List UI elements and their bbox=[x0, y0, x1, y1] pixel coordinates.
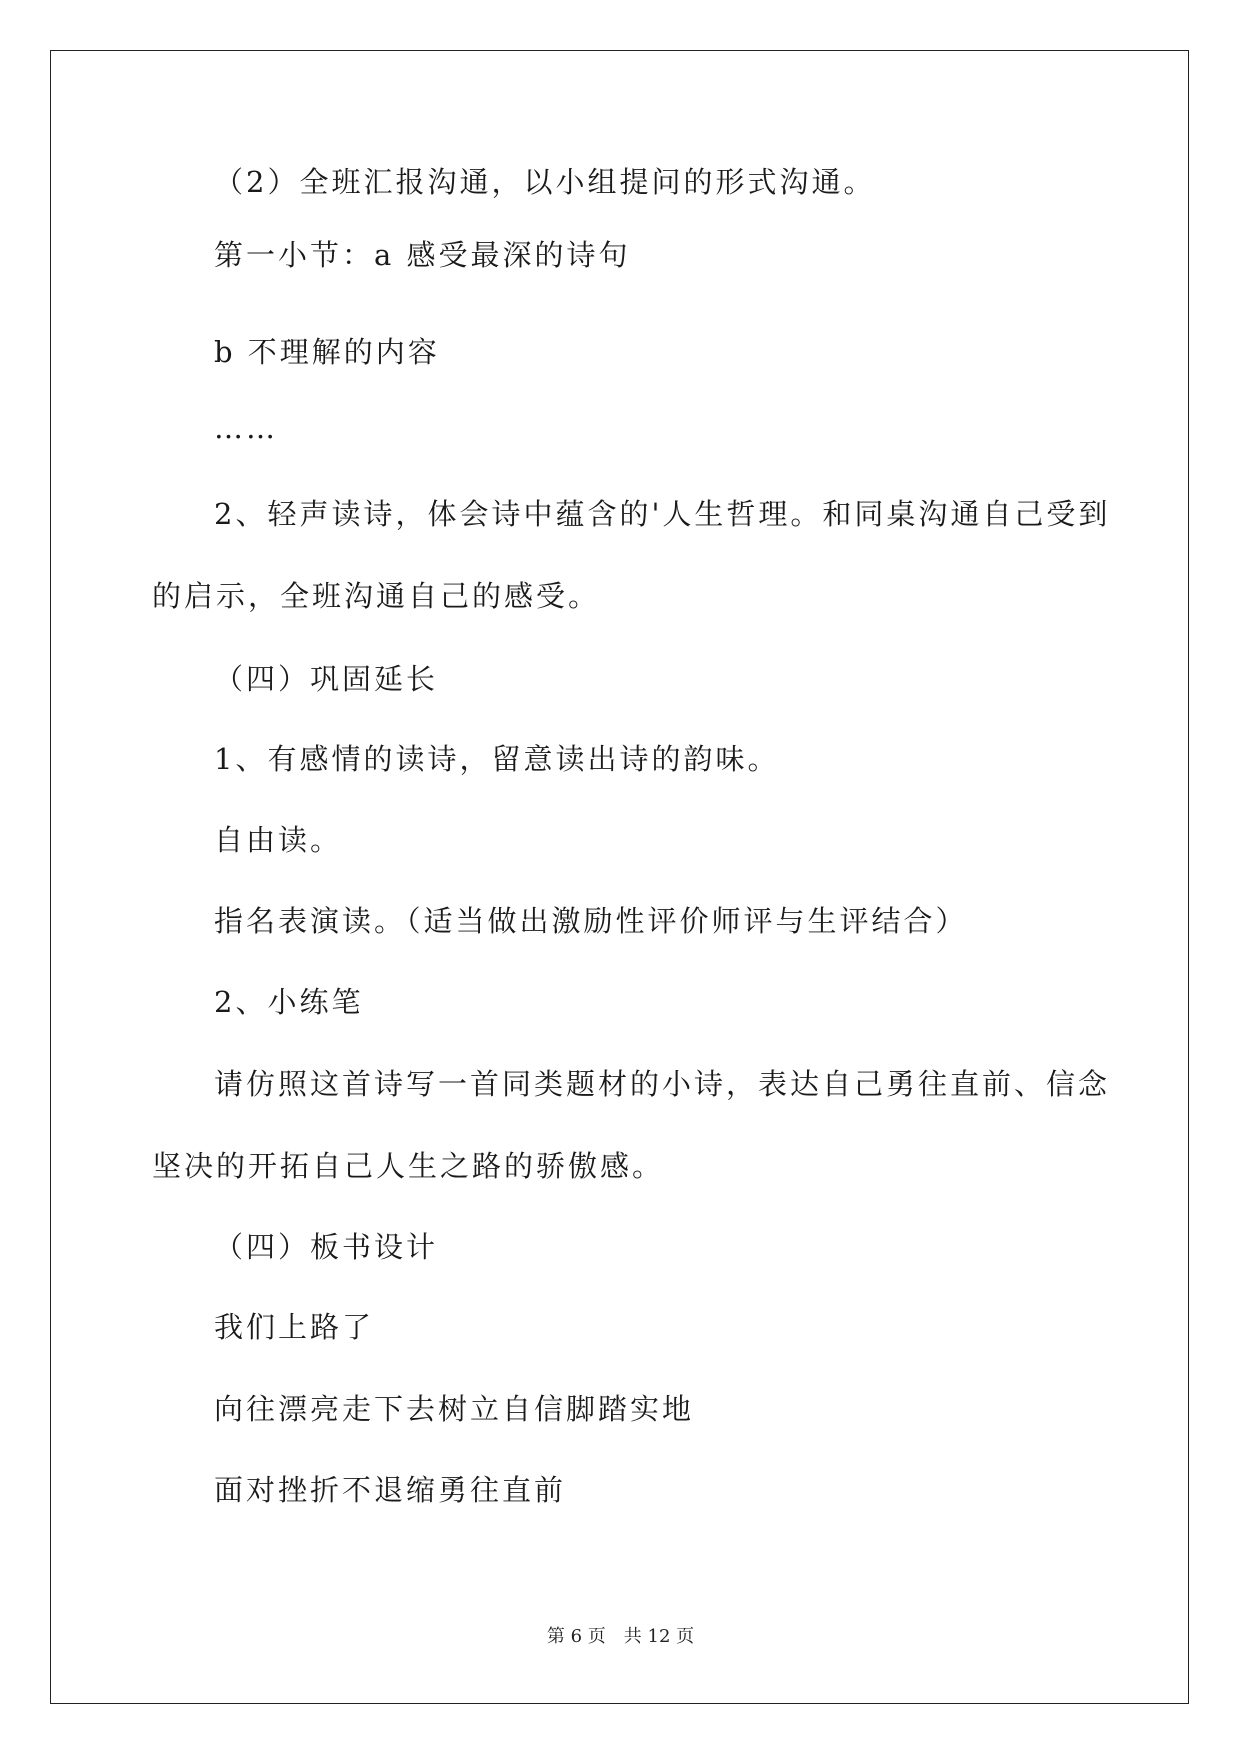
page-number-footer: 第 6 页 共 12 页 bbox=[546, 1626, 695, 1647]
text-line: 面对挫折不退缩勇往直前 bbox=[214, 1473, 567, 1507]
section-heading: （四）巩固延长 bbox=[214, 662, 439, 696]
text-line: 自由读。 bbox=[214, 823, 343, 857]
text-line: …… bbox=[214, 411, 278, 445]
text-line: 2、小练笔 bbox=[214, 985, 364, 1019]
text-line: 坚决的开拓自己人生之路的骄傲感。 bbox=[152, 1149, 665, 1183]
text-line: 向往漂亮走下去树立自信脚踏实地 bbox=[214, 1392, 695, 1426]
text-line: 第一小节：a 感受最深的诗句 bbox=[214, 238, 631, 272]
text-line: （2）全班汇报沟通，以小组提问的形式沟通。 bbox=[214, 165, 876, 199]
text-line: 1、有感情的读诗，留意读出诗的韵味。 bbox=[214, 742, 780, 776]
text-line: 2、轻声读诗，体会诗中蕴含的'人生哲理。和同桌沟通自己受到 bbox=[214, 497, 1111, 531]
text-line: b 不理解的内容 bbox=[214, 335, 440, 369]
section-heading: （四）板书设计 bbox=[214, 1230, 439, 1264]
text-line: 的启示，全班沟通自己的感受。 bbox=[152, 579, 601, 613]
page-border bbox=[50, 50, 1189, 1704]
text-line: 我们上路了 bbox=[214, 1310, 375, 1344]
text-line: 指名表演读。（适当做出激励性评价师评与生评结合） bbox=[214, 904, 968, 938]
text-line: 请仿照这首诗写一首同类题材的小诗，表达自己勇往直前、信念 bbox=[214, 1067, 1111, 1101]
